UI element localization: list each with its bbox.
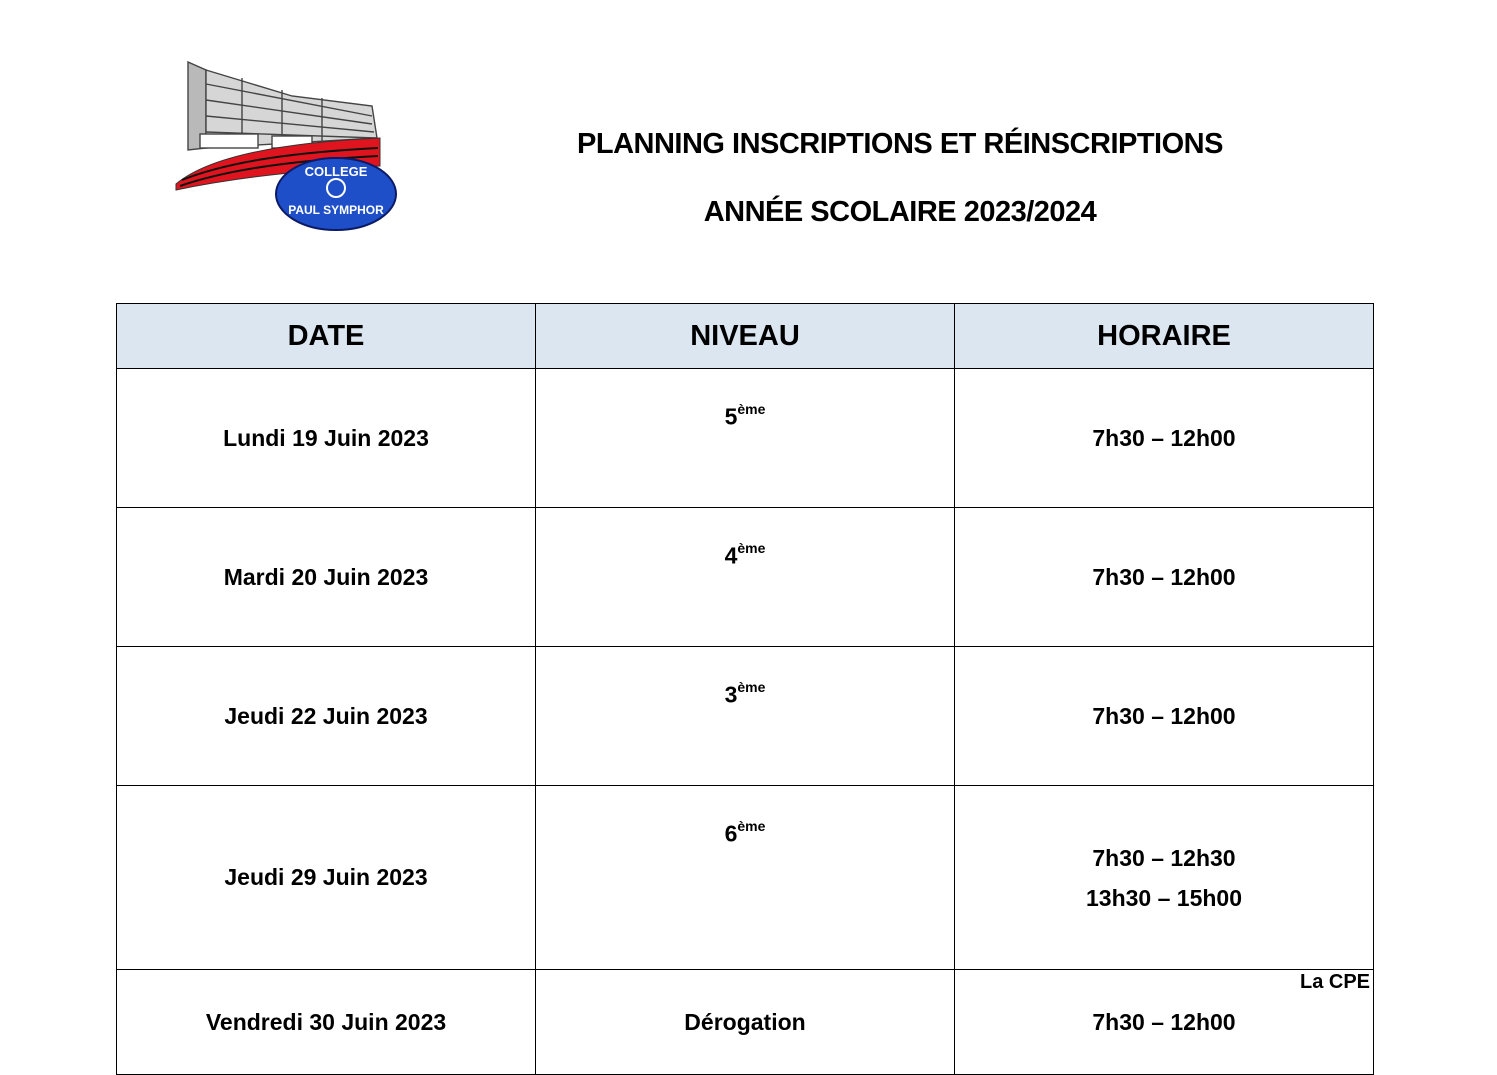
signature: La CPE [1300, 971, 1371, 993]
niveau-suffix: ème [737, 679, 766, 695]
niveau-suffix: ème [737, 540, 766, 556]
table-row [117, 647, 1374, 786]
table-header-row [117, 304, 1374, 369]
table-row [117, 369, 1374, 508]
date-cell: Vendredi 30 Juin 2023 [117, 970, 536, 1075]
niveau-value: 6 [724, 820, 738, 847]
niveau-cell [536, 508, 955, 647]
page-title: PLANNING INSCRIPTIONS ET RÉINSCRIPTIONS [577, 128, 1223, 160]
table-row [117, 786, 1374, 970]
schedule-table [116, 303, 1374, 1075]
horaire-line: 7h30 – 12h30 [1092, 844, 1236, 871]
logo-text-bottom: PAUL SYMPHOR [288, 203, 384, 217]
niveau-suffix: ème [737, 818, 766, 834]
table-row [117, 970, 1374, 1075]
horaire-cell [955, 369, 1374, 508]
niveau-cell [536, 786, 955, 970]
column-header-horaire: HORAIRE [955, 304, 1374, 369]
building-illustration [188, 62, 377, 150]
horaire-line: 7h30 – 12h00 [1092, 1009, 1236, 1035]
niveau-cell [536, 970, 955, 1075]
niveau-value: Dérogation [684, 1008, 806, 1035]
niveau-value: 3 [724, 681, 738, 708]
date-cell: Lundi 19 Juin 2023 [117, 369, 536, 508]
niveau-cell [536, 647, 955, 786]
horaire-cell [955, 647, 1374, 786]
niveau-value: 4 [724, 542, 738, 569]
horaire-cell [955, 786, 1374, 970]
column-header-niveau: NIVEAU [536, 304, 955, 369]
horaire-line: 7h30 – 12h00 [1092, 564, 1236, 590]
page-subtitle: ANNÉE SCOLAIRE 2023/2024 [703, 196, 1097, 228]
horaire-cell [955, 508, 1374, 647]
date-cell: Jeudi 22 Juin 2023 [117, 647, 536, 786]
logo-text-top: COLLEGE [304, 164, 368, 179]
horaire-line: 7h30 – 12h00 [1092, 425, 1236, 451]
date-cell: Jeudi 29 Juin 2023 [117, 786, 536, 970]
horaire-line: 13h30 – 15h00 [1085, 884, 1242, 911]
college-logo [172, 58, 400, 234]
horaire-line: 7h30 – 12h00 [1092, 703, 1236, 729]
column-header-date: DATE [117, 304, 536, 369]
niveau-suffix: ème [737, 401, 766, 417]
date-cell: Mardi 20 Juin 2023 [117, 508, 536, 647]
niveau-cell [536, 369, 955, 508]
niveau-value: 5 [724, 403, 738, 430]
table-row [117, 508, 1374, 647]
